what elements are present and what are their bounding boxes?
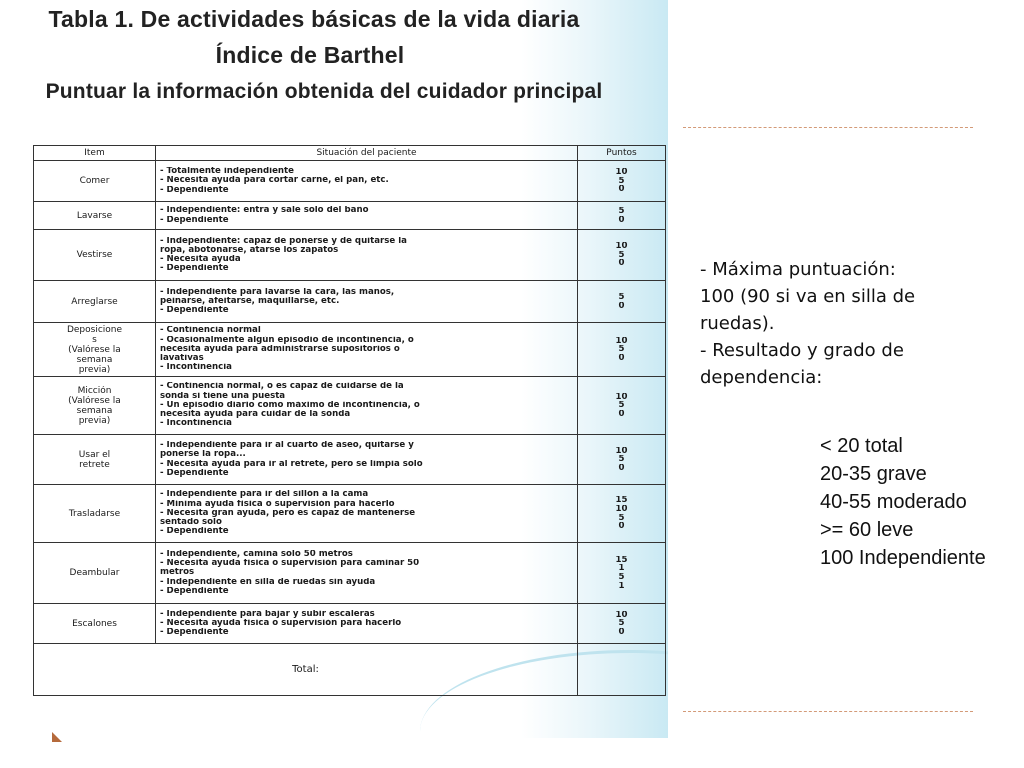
row-puntos <box>578 161 666 202</box>
puntos-value: 0 <box>618 409 625 419</box>
situacion-line: ponerse la ropa... <box>160 450 246 460</box>
max-score-line2: 100 (90 si va en silla de <box>700 286 916 307</box>
situacion-line: - Totalmente independiente <box>160 167 294 177</box>
situacion-line: - Dependiente <box>160 527 229 537</box>
situacion-line: - Independiente para lavarse la cara, las manos, <box>160 287 395 297</box>
table-row <box>34 161 666 202</box>
row-item <box>34 161 156 202</box>
situacion-line: - Independiente: entra y sale solo del baño <box>160 206 369 216</box>
row-situacion <box>156 230 578 281</box>
table-row <box>34 230 666 281</box>
puntos-value: 0 <box>618 301 625 311</box>
row-puntos <box>578 230 666 281</box>
table-row <box>34 435 666 485</box>
table-row <box>34 604 666 644</box>
situacion-line: - Necesita gran ayuda, pero es capaz de mantenerse <box>160 508 416 518</box>
grade-leve: >= 60 leve <box>820 519 914 541</box>
max-score-line3: ruedas). <box>700 313 775 334</box>
row-puntos <box>578 485 666 543</box>
situacion-line: - Independiente para ir del sillón a la cama <box>160 490 369 500</box>
puntos-value: 5 <box>618 345 625 354</box>
row-item-text: (Valórese la <box>68 395 121 406</box>
row-item-text: s <box>92 334 97 345</box>
situacion-line: peinarse, afeitarse, maquillarse, etc. <box>160 296 340 306</box>
table-subtitle: Índice de Barthel <box>215 42 405 68</box>
table-total-row <box>34 644 666 696</box>
puntos-value: 1 <box>618 581 625 591</box>
situacion-line: - Dependiente <box>160 264 229 274</box>
row-situacion <box>156 323 578 377</box>
row-item-text: Trasladarse <box>68 508 121 519</box>
puntos-value: 10 <box>615 446 628 456</box>
puntos-value: 1 <box>618 564 625 573</box>
row-item-text: Deambular <box>69 568 120 578</box>
table-header-row <box>34 146 666 161</box>
row-item-text: Arreglarse <box>71 296 118 307</box>
puntos-value: 5 <box>618 513 625 523</box>
situacion-line: - Continencia normal <box>160 326 261 336</box>
row-item-text: previa) <box>78 415 111 426</box>
row-item-text: Deposicione <box>66 324 123 335</box>
row-item <box>34 435 156 485</box>
row-item-text: Micción <box>77 385 112 396</box>
table-row <box>34 377 666 435</box>
puntos-value: 0 <box>618 259 625 268</box>
row-item <box>34 604 156 644</box>
puntos-value: 15 <box>615 555 628 565</box>
puntos-value: 5 <box>618 206 625 216</box>
situacion-line: ropa, abotonarse, atarse los zapatos <box>160 245 339 255</box>
situacion-line: - Independiente en silla de ruedas sin ayuda <box>160 577 376 587</box>
puntos-value: 5 <box>618 292 625 302</box>
row-puntos <box>578 604 666 644</box>
row-item-text: Escalones <box>72 618 117 629</box>
situacion-line: - Dependiente <box>160 215 229 225</box>
row-situacion <box>156 161 578 202</box>
situacion-line: - Necesita ayuda <box>160 255 241 264</box>
row-item <box>34 230 156 281</box>
table-instruction: Puntuar la información obtenida del cuidador principal <box>45 80 603 103</box>
row-situacion <box>156 543 578 604</box>
row-item <box>34 202 156 230</box>
divider-top <box>683 127 973 128</box>
situacion-line: lavativas <box>160 354 204 364</box>
row-puntos <box>578 543 666 604</box>
situacion-line: - Ocasionalmente algún episodio de incontinencia, o <box>160 335 414 345</box>
situacion-line: - Necesita ayuda para ir al retrete, pero se limpia solo <box>160 459 423 469</box>
puntos-value: 5 <box>618 401 625 410</box>
situacion-line: - Dependiente <box>160 628 229 638</box>
situacion-line: - Independiente: capaz de ponerse y de quitarse la <box>160 236 407 246</box>
situacion-line: - Incontinencia <box>160 419 232 429</box>
grade-grave: 20-35 grave <box>820 463 927 485</box>
situacion-line: - Necesita ayuda para cortar carne, el pan, etc. <box>160 176 389 186</box>
row-situacion <box>156 202 578 230</box>
table-row <box>34 485 666 543</box>
row-item-text: Usar el <box>78 449 111 460</box>
situacion-line: - Independiente para ir al cuarto de aseo, quitarse y <box>160 441 414 451</box>
puntos-value: 10 <box>615 504 628 514</box>
row-puntos <box>578 202 666 230</box>
row-puntos <box>578 377 666 435</box>
row-item-text: Comer <box>79 176 110 186</box>
row-item-text: Lavarse <box>76 210 113 221</box>
row-situacion <box>156 377 578 435</box>
row-item-text: semana <box>76 405 113 416</box>
total-label: Total: <box>34 644 578 696</box>
situacion-line: - Un episodio diario como máximo de incontinencia, o <box>160 400 420 410</box>
barthel-table <box>33 145 666 696</box>
table-row <box>34 281 666 323</box>
row-item-text: Vestirse <box>76 250 113 260</box>
puntos-value: 0 <box>618 215 625 225</box>
row-item-text: (Valórese la <box>68 344 121 355</box>
puntos-value: 5 <box>618 176 625 186</box>
situacion-line: - Dependiente <box>160 306 229 316</box>
header-item: Item <box>34 146 156 161</box>
situacion-line: necesita ayuda para administrarse supositorios o <box>160 344 400 354</box>
puntos-value: 5 <box>618 619 625 628</box>
score-notes <box>700 256 1020 391</box>
grade-independiente: 100 Independiente <box>820 547 986 569</box>
result-line2: dependencia: <box>700 367 823 388</box>
row-item-text: previa) <box>78 364 111 375</box>
header-situacion: Situación del paciente <box>156 146 578 161</box>
situacion-line: - Dependiente <box>160 468 229 478</box>
row-item <box>34 323 156 377</box>
situacion-line: sonda si tiene una puesta <box>160 391 286 401</box>
divider-bottom <box>683 711 973 712</box>
max-score-line1: - Máxima puntuación: <box>700 259 896 280</box>
situacion-line: sentado solo <box>160 518 222 528</box>
puntos-value: 0 <box>618 353 625 363</box>
row-puntos <box>578 435 666 485</box>
situacion-line: - Dependiente <box>160 185 229 195</box>
puntos-value: 10 <box>615 392 628 402</box>
row-item-text: retrete <box>79 459 110 470</box>
total-value-cell <box>578 644 666 696</box>
table-title: Tabla 1. De actividades básicas de la vida diaria <box>48 6 580 32</box>
situacion-line: - Continencia normal, o es capaz de cuidarse de la <box>160 382 404 392</box>
situacion-line: - Necesita ayuda física o supervisión para caminar 50 <box>160 559 420 569</box>
row-item-text: semana <box>76 354 113 365</box>
puntos-value: 10 <box>615 610 628 620</box>
puntos-value: 0 <box>618 522 625 531</box>
situacion-line: - Independiente para bajar y subir escaleras <box>160 609 375 619</box>
table-row <box>34 543 666 604</box>
puntos-value: 5 <box>618 573 625 582</box>
puntos-value: 5 <box>618 250 625 260</box>
puntos-value: 10 <box>615 168 628 177</box>
row-situacion <box>156 281 578 323</box>
puntos-value: 10 <box>615 336 628 346</box>
row-situacion <box>156 604 578 644</box>
puntos-value: 10 <box>615 242 628 251</box>
bullet-arrow-icon <box>52 732 62 742</box>
row-puntos <box>578 281 666 323</box>
row-puntos <box>578 323 666 377</box>
row-item <box>34 543 156 604</box>
row-situacion <box>156 435 578 485</box>
situacion-line: metros <box>160 568 195 578</box>
row-item <box>34 485 156 543</box>
situacion-line: - Incontinencia <box>160 363 232 373</box>
grade-total: < 20 total <box>820 435 903 457</box>
puntos-value: 0 <box>618 185 625 194</box>
situacion-line: - Independiente, camina solo 50 metros <box>160 549 353 559</box>
row-situacion <box>156 485 578 543</box>
puntos-value: 5 <box>618 455 625 464</box>
result-line1: - Resultado y grado de <box>700 340 904 361</box>
situacion-line: necesita ayuda para cuidar de la sonda <box>160 410 351 420</box>
header-puntos: Puntos <box>578 146 666 161</box>
grade-moderado: 40-55 moderado <box>820 491 967 513</box>
table-row <box>34 202 666 230</box>
situacion-line: - Necesita ayuda física o supervisión para hacerlo <box>160 618 402 628</box>
row-item <box>34 281 156 323</box>
table-row <box>34 323 666 377</box>
situacion-line: - Mínima ayuda física o supervisión para hacerlo <box>160 499 395 509</box>
puntos-value: 0 <box>618 627 625 637</box>
puntos-value: 0 <box>618 463 625 473</box>
puntos-value: 15 <box>615 496 628 505</box>
situacion-line: - Dependiente <box>160 586 229 596</box>
dependency-grades <box>820 432 986 572</box>
row-item <box>34 377 156 435</box>
